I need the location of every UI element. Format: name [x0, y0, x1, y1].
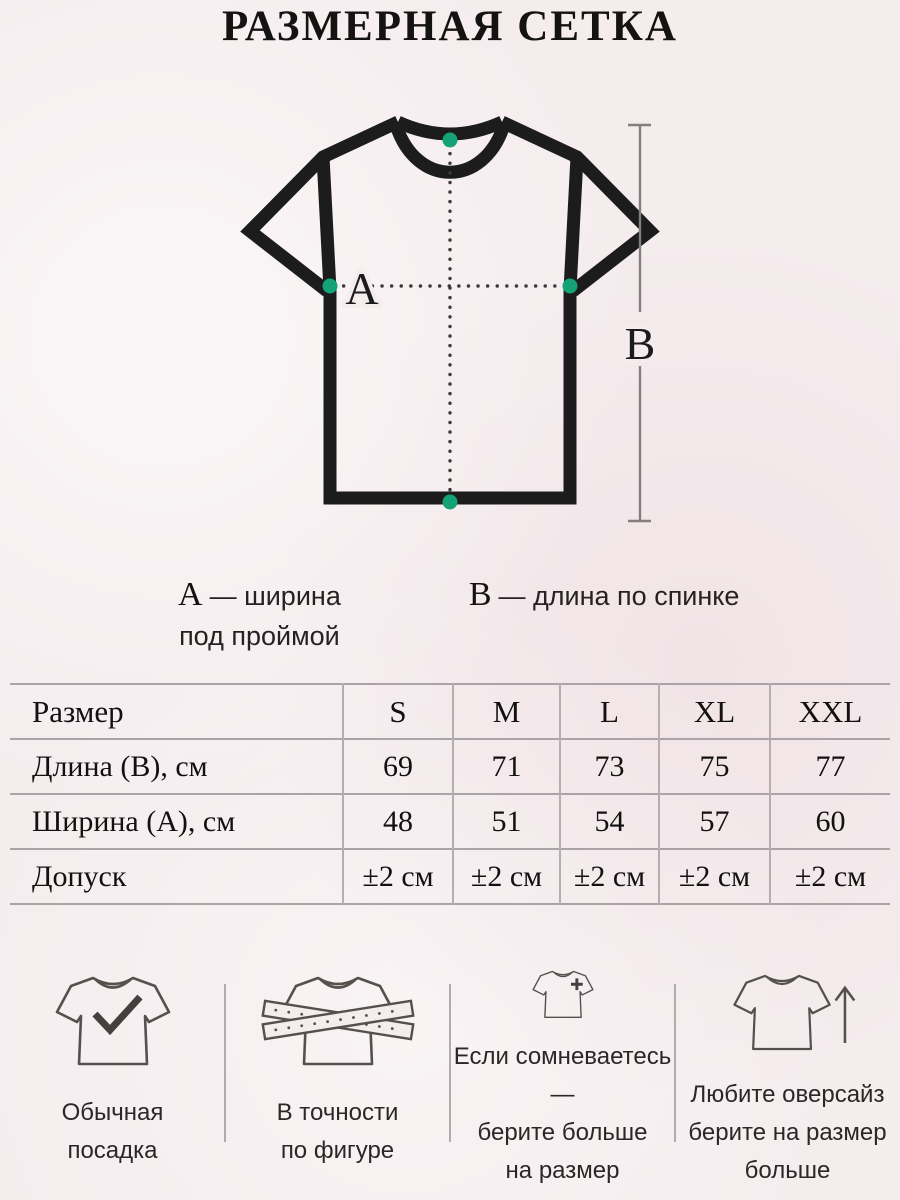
tip-caption: Обычная посадка	[61, 1099, 164, 1164]
cell-value: 54	[560, 794, 659, 849]
width-label-a: A	[345, 263, 379, 314]
divider	[674, 984, 676, 1142]
row-label: Длина (B), см	[32, 749, 208, 783]
col-header-xl: XL	[659, 684, 770, 739]
tip-caption: Если сомневаетесь — берите больше на размер	[453, 1043, 672, 1184]
legend-width-text-line2: под проймой	[179, 621, 340, 651]
size-table	[10, 683, 890, 905]
tshirt-check-icon	[18, 964, 208, 1084]
divider	[449, 984, 451, 1142]
tshirt-plus-icon	[468, 964, 658, 1028]
cell-value: 57	[659, 794, 770, 849]
tip-size-up-if-unsure	[450, 960, 675, 1190]
col-header-l: L	[560, 684, 659, 739]
cell-value: 75	[659, 739, 770, 794]
legend-width	[178, 576, 341, 652]
dotted-measure-lines	[334, 144, 566, 496]
legend-width-text: — ширина	[209, 581, 341, 611]
tshirt-arrow-up-icon	[693, 964, 883, 1066]
tshirt-diagram-svg	[230, 100, 670, 545]
cell-value: ±2 см	[770, 849, 890, 904]
measure-legend	[0, 576, 900, 652]
tshirt-measurement-diagram	[230, 100, 670, 545]
length-label-b: B	[624, 318, 656, 369]
page-title: РАЗМЕРНАЯ СЕТКА	[222, 3, 678, 50]
tip-oversize	[675, 960, 900, 1190]
row-label: Ширина (A), см	[32, 804, 236, 838]
divider	[224, 984, 226, 1142]
legend-length	[469, 576, 740, 614]
tip-true-to-size	[225, 960, 450, 1190]
cell-value: 60	[770, 794, 890, 849]
size-table-wrap	[10, 683, 890, 905]
row-label: Допуск	[32, 859, 127, 893]
tip-caption: Любите оверсайз берите на размер больше	[688, 1081, 887, 1184]
size-table-header-row	[10, 684, 890, 739]
tip-regular-fit	[0, 960, 225, 1190]
cell-value: ±2 см	[560, 849, 659, 904]
cell-value: 69	[343, 739, 453, 794]
cell-value: ±2 см	[659, 849, 770, 904]
col-header-s: S	[343, 684, 453, 739]
cell-value: 51	[453, 794, 560, 849]
cell-value: 73	[560, 739, 659, 794]
table-row-tolerance	[10, 849, 890, 904]
legend-letter-b: B	[468, 576, 492, 613]
table-row-width	[10, 794, 890, 849]
col-header-xxl: XXL	[770, 684, 890, 739]
col-header-m: M	[453, 684, 560, 739]
tip-caption: В точности по фигуре	[276, 1099, 399, 1164]
legend-length-text: — длина по спинке	[498, 581, 740, 611]
cell-value: 48	[343, 794, 453, 849]
tshirt-tape-icon	[243, 964, 433, 1084]
table-row-length	[10, 739, 890, 794]
cell-value: 77	[770, 739, 890, 794]
col-header-size: Размер	[32, 693, 124, 729]
cell-value: 71	[453, 739, 560, 794]
cell-value: ±2 см	[453, 849, 560, 904]
legend-letter-a: A	[178, 576, 203, 613]
fit-tips-row	[0, 960, 900, 1190]
cell-value: ±2 см	[343, 849, 453, 904]
